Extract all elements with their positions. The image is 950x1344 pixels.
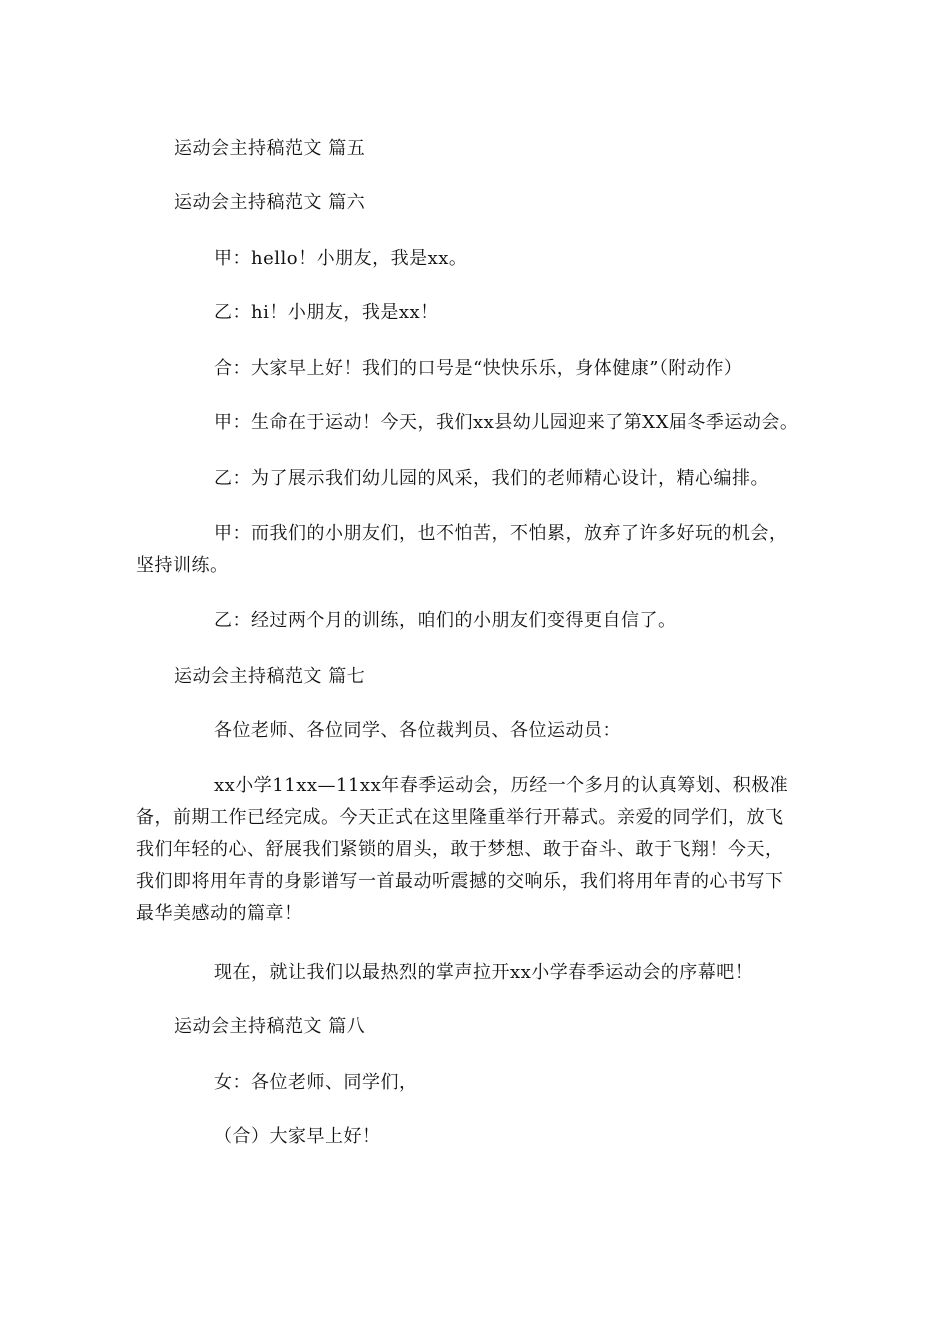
- paragraph-greeting: 各位老师、各位同学、各位裁判员、各位运动员：: [214, 720, 621, 741]
- paragraph-jia-training: [136, 518, 816, 582]
- paragraph-nv-greeting: 女：各位老师、同学们，: [214, 1072, 418, 1093]
- paragraph-he-good-morning: （合）大家早上好！: [214, 1126, 381, 1147]
- paragraph-line: 备，前期工作已经完成。今天正式在这里隆重举行开幕式。亲爱的同学们，放飞: [136, 807, 784, 828]
- paragraph-applause: 现在，就让我们以最热烈的掌声拉开xx小学春季运动会的序幕吧！: [214, 962, 754, 983]
- paragraph-line: 我们即将用年青的身影谱写一首最动听震撼的交响乐，我们将用年青的心书写下: [136, 871, 784, 892]
- section-heading-5: 运动会主持稿范文 篇五: [174, 138, 366, 159]
- paragraph-line: xx小学11xx—11xx年春季运动会，历经一个多月的认真筹划、积极准: [214, 775, 789, 796]
- paragraph-jia-hello: 甲：hello！小朋友，我是xx。: [214, 248, 468, 269]
- section-heading-8: 运动会主持稿范文 篇八: [174, 1016, 366, 1037]
- paragraph-yi-hi: 乙：hi！小朋友，我是xx！: [214, 302, 439, 323]
- section-heading-6: 运动会主持稿范文 篇六: [174, 192, 366, 213]
- paragraph-yi-confident: 乙：经过两个月的训练，咱们的小朋友们变得更自信了。: [214, 610, 677, 631]
- paragraph-line: 我们年轻的心、舒展我们紧锁的眉头，敢于梦想、敢于奋斗、敢于飞翔！今天，: [136, 839, 784, 860]
- paragraph-line: 最华美感动的篇章！: [136, 903, 303, 924]
- paragraph-line: 甲：而我们的小朋友们，也不怕苦，不怕累，放弃了许多好玩的机会，: [214, 523, 788, 544]
- paragraph-opening-speech: [136, 770, 816, 930]
- paragraph-he-slogan: 合：大家早上好！我们的口号是“快快乐乐，身体健康”（附动作）: [214, 358, 743, 379]
- section-heading-7: 运动会主持稿范文 篇七: [174, 666, 366, 687]
- paragraph-yi-showcase: 乙：为了展示我们幼儿园的风采，我们的老师精心设计，精心编排。: [214, 468, 769, 489]
- paragraph-jia-life: 甲：生命在于运动！今天，我们xx县幼儿园迎来了第XX届冬季运动会。: [214, 412, 799, 433]
- paragraph-line: 坚持训练。: [136, 555, 229, 576]
